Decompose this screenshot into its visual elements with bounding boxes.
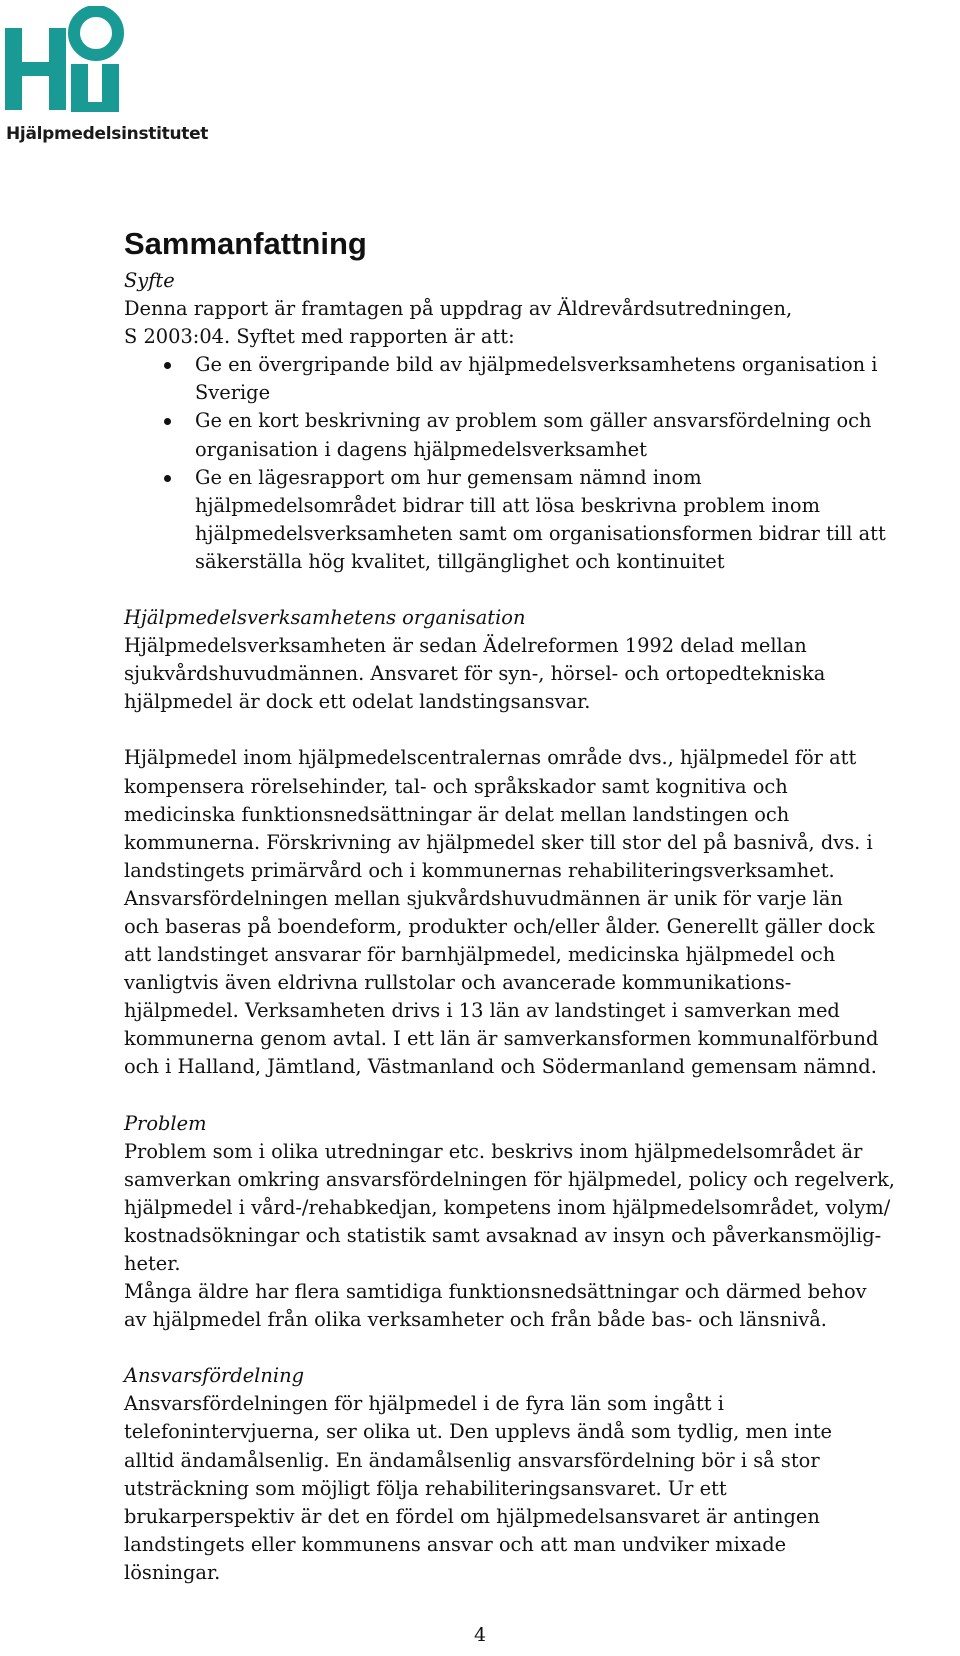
text-line: Många äldre har flera samtidiga funktionsnedsättningar och därmed behov <box>124 1280 867 1304</box>
text-line: vanligtvis även eldrivna rullstolar och avancerade kommunikations- <box>124 971 792 995</box>
text-line: hjälpmedel. Verksamheten drivs i 13 län av landstinget i samverkan med <box>124 999 840 1023</box>
text-line: Ge en övergripande bild av hjälpmedelsverksamhetens organisation i <box>195 353 878 377</box>
text-line: sjukvårdshuvudmännen. Ansvaret för syn-, hörsel- och ortopedtekniska <box>124 662 826 686</box>
text-line: hjälpmedel i vård-/rehabkedjan, kompetens inom hjälpmedelsområdet, volym/ <box>124 1195 891 1219</box>
text-line: kommunerna. Förskrivning av hjälpmedel sker till stor del på basnivå, dvs. i <box>124 830 873 854</box>
text-line: att landstinget ansvarar för barnhjälpmedel, medicinska hjälpmedel och <box>124 943 836 967</box>
text-line: hjälpmedelsverksamheten samt om organisationsformen bidrar till att <box>195 521 886 545</box>
page-number: 4 <box>473 1624 487 1646</box>
problem-paragraph-1 <box>124 1138 954 1278</box>
text-line: medicinska funktionsnedsättningar är delat mellan landstingen och <box>124 802 790 826</box>
text-line: Sverige <box>195 381 271 405</box>
text-line: Problem som i olika utredningar etc. beskrivs inom hjälpmedelsområdet är <box>124 1139 863 1163</box>
section-heading-problem: Problem <box>124 1111 207 1135</box>
text-line: kommunerna genom avtal. I ett län är samverkansformen kommunalförbund <box>124 1027 879 1051</box>
text-line: landstingets primärvård och i kommunernas rehabiliteringsverksamhet. <box>124 858 835 882</box>
text-line: och baseras på boendeform, produkter och/eller ålder. Generellt gäller dock <box>124 914 875 938</box>
text-line: S 2003:04. Syftet med rapporten är att: <box>124 325 515 349</box>
problem-paragraph-2 <box>124 1278 954 1334</box>
text-line: telefonintervjuerna, ser olika ut. Den upplevs ändå som tydlig, men inte <box>124 1420 832 1444</box>
text-line: säkerställa hög kvalitet, tillgänglighet och kontinuitet <box>195 549 725 573</box>
page-title: Sammanfattning <box>124 226 367 261</box>
text-line: kompensera rörelsehinder, tal- och språkskador samt kognitiva och <box>124 774 788 798</box>
text-line: organisation i dagens hjälpmedelsverksamhet <box>195 437 647 461</box>
list-item <box>124 351 954 407</box>
text-line: landstingets eller kommunens ansvar och att man undviker mixade <box>124 1532 787 1556</box>
list-item <box>124 407 954 463</box>
section-heading-ansvarsfordelning: Ansvarsfördelning <box>124 1364 304 1388</box>
text-line: Hjälpmedel inom hjälpmedelscentralernas område dvs., hjälpmedel för att <box>124 746 857 770</box>
text-line: brukarperspektiv är det en fördel om hjälpmedelsansvaret är antingen <box>124 1504 820 1528</box>
text-line: heter. <box>124 1252 181 1275</box>
text-line: kostnadsökningar och statistik samt avsaknad av insyn och påverkansmöjlig- <box>124 1223 882 1247</box>
logo-text: Hjälpmedelsinstitutet <box>6 124 209 144</box>
ansvar-paragraph <box>124 1390 954 1587</box>
text-line: lösningar. <box>124 1560 221 1584</box>
list-item <box>124 464 954 576</box>
syfte-bullet-list <box>124 351 954 576</box>
text-line: Ansvarsfördelningen mellan sjukvårdshuvudmännen är unik för varje län <box>124 886 843 910</box>
syfte-intro <box>124 295 954 351</box>
text-line: utsträckning som möjligt följa rehabiliteringsansvaret. Ur ett <box>124 1476 727 1500</box>
text-line: Ge en kort beskrivning av problem som gäller ansvarsfördelning och <box>195 409 872 433</box>
text-line: och i Halland, Jämtland, Västmanland och Södermanland gemensam nämnd. <box>124 1055 877 1079</box>
text-line: hjälpmedelsområdet bidrar till att lösa beskrivna problem inom <box>195 493 820 517</box>
text-line: Ansvarsfördelningen för hjälpmedel i de fyra län som ingått i <box>124 1392 724 1416</box>
text-line: hjälpmedel är dock ett odelat landstingsansvar. <box>124 690 591 714</box>
hi-logo-icon <box>4 6 132 118</box>
text-line: av hjälpmedel från olika verksamheter och från både bas- och länsnivå. <box>124 1308 827 1332</box>
text-line: samverkan omkring ansvarsfördelningen för hjälpmedel, policy och regelverk, <box>124 1167 895 1191</box>
text-line: Ge en lägesrapport om hur gemensam nämnd inom <box>195 465 702 489</box>
section-heading-organisation: Hjälpmedelsverksamhetens organisation <box>124 606 526 630</box>
text-line: Hjälpmedelsverksamheten är sedan Ädelreformen 1992 delad mellan <box>124 634 807 658</box>
text-line: alltid ändamålsenlig. En ändamålsenlig ansvarsfördelning bör i så stor <box>124 1448 820 1472</box>
logo <box>4 6 209 146</box>
document-body <box>124 222 954 1587</box>
organisation-paragraph-2 <box>124 744 954 1081</box>
organisation-paragraph-1 <box>124 632 954 716</box>
text-line: Denna rapport är framtagen på uppdrag av Äldrevårdsutredningen, <box>124 297 793 321</box>
section-heading-syfte: Syfte <box>124 269 175 292</box>
